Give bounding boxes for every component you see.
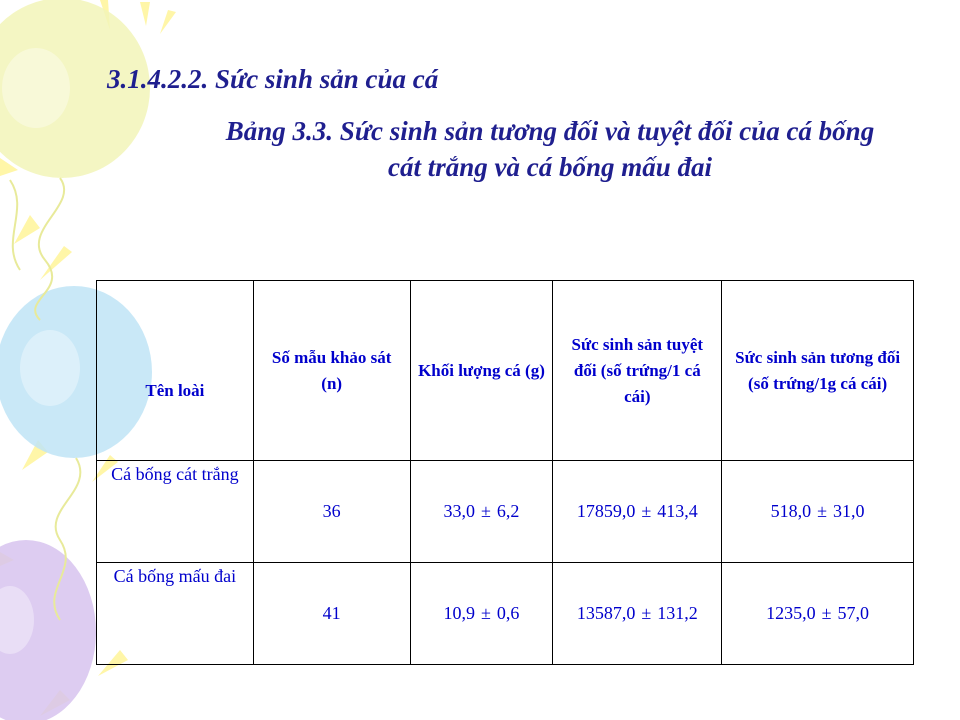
weight-mean: 33,0 xyxy=(443,501,476,521)
table-caption-line-1: Bảng 3.3. Sức sinh sản tương đối và tuyệt đối của cá bống xyxy=(225,116,875,146)
header-relative-fecundity: Sức sinh sản tương đối (số trứng/1g cá cái) xyxy=(722,281,914,461)
plus-minus-symbol: ± xyxy=(481,603,491,623)
weight-sd: 6,2 xyxy=(496,501,520,521)
absolute-fecundity-cell xyxy=(553,563,722,665)
header-weight: Khối lượng cá (g) xyxy=(410,281,553,461)
fecundity-table xyxy=(96,280,914,665)
table-row xyxy=(97,563,914,665)
plus-minus-symbol: ± xyxy=(817,501,828,521)
table-caption xyxy=(150,113,950,185)
absolute-fecundity-cell xyxy=(553,461,722,563)
sample-count-cell: 36 xyxy=(253,461,410,563)
absolute-sd: 413,4 xyxy=(657,501,698,521)
species-cell: Cá bống mấu đai xyxy=(97,563,254,665)
absolute-mean: 17859,0 xyxy=(576,501,636,521)
header-absolute-fecundity: Sức sinh sản tuyệt đối (số trứng/1 cá cái) xyxy=(553,281,722,461)
species-cell: Cá bống cát trắng xyxy=(97,461,254,563)
relative-mean: 1235,0 xyxy=(766,603,816,623)
weight-sd: 0,6 xyxy=(496,603,520,623)
table-caption-line-2: cát trắng và cá bống mấu đai xyxy=(387,152,712,182)
header-species: Tên loài xyxy=(97,281,254,461)
plus-minus-symbol: ± xyxy=(641,501,652,521)
absolute-mean: 13587,0 xyxy=(576,603,636,623)
relative-mean: 518,0 xyxy=(770,501,812,521)
absolute-sd: 131,2 xyxy=(657,603,698,623)
relative-sd: 31,0 xyxy=(833,501,865,521)
weight-cell xyxy=(410,563,553,665)
sample-count-cell: 41 xyxy=(253,563,410,665)
weight-cell xyxy=(410,461,553,563)
plus-minus-symbol: ± xyxy=(641,603,652,623)
relative-sd: 57,0 xyxy=(837,603,870,623)
table-row xyxy=(97,461,914,563)
weight-mean: 10,9 xyxy=(443,603,476,623)
header-sample-count: Số mẫu khảo sát (n) xyxy=(253,281,410,461)
relative-fecundity-cell xyxy=(722,461,914,563)
plus-minus-symbol: ± xyxy=(481,501,491,521)
relative-fecundity-cell xyxy=(722,563,914,665)
table-header-row xyxy=(97,281,914,461)
section-heading: 3.1.4.2.2. Sức sinh sản của cá xyxy=(107,64,439,94)
plus-minus-symbol: ± xyxy=(821,603,832,623)
